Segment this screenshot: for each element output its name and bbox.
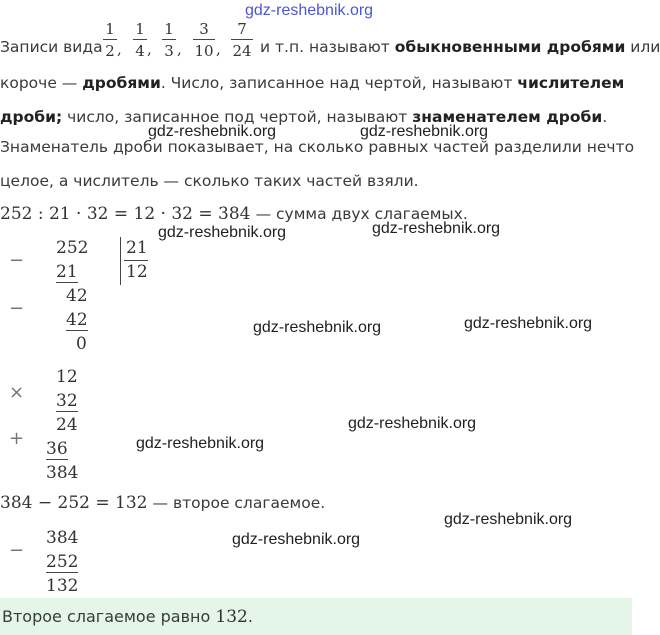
factor: 12 <box>56 367 78 387</box>
comma: , <box>117 40 122 58</box>
multiply-sign: × <box>9 382 25 403</box>
fraction-1-2 <box>103 20 117 60</box>
dividend: 252 <box>56 238 89 258</box>
subtrahend: 252 <box>46 552 79 572</box>
intro-text: Знаменатель дроби показывает, на сколько равных частей разделили нечто <box>0 138 635 156</box>
watermark: gdz-reshebnik.org <box>372 220 501 237</box>
fraction-7-24 <box>231 20 253 60</box>
minus-sign: − <box>9 250 25 271</box>
factor: 32 <box>56 391 78 411</box>
intro-text: и т.п. называют обыкновенными дробями или <box>260 38 660 56</box>
divisor: 21 <box>126 238 148 258</box>
minuend: 384 <box>46 528 79 548</box>
partial-product: 36 <box>46 439 68 459</box>
subtrahend: 21 <box>56 262 78 282</box>
fraction-1-4 <box>133 20 147 60</box>
watermark: gdz-reshebnik.org <box>360 123 489 140</box>
answer-text: Второе слагаемое равно 132. <box>2 607 253 627</box>
fraction-1-3 <box>162 20 176 60</box>
denominator: 2 <box>105 42 115 60</box>
difference: 132 <box>46 576 79 596</box>
watermark: gdz-reshebnik.org <box>253 319 382 336</box>
intro-text: дроби; число, записанное под чертой, называют знаменателем дроби. <box>0 108 608 126</box>
subtrahend: 42 <box>66 310 88 330</box>
watermark: gdz-reshebnik.org <box>464 315 593 332</box>
watermark: gdz-reshebnik.org <box>136 435 265 452</box>
watermark: gdz-reshebnik.org <box>232 531 361 548</box>
equation-line-1: 252 : 21 · 32 = 12 · 32 = 384 — сумма двух слагаемых. <box>0 204 468 224</box>
partial-product: 24 <box>56 415 78 435</box>
denominator: 10 <box>194 42 214 60</box>
remainder-final: 0 <box>76 334 87 354</box>
answer-box <box>0 598 632 635</box>
division-bar-horizontal <box>124 260 148 261</box>
division-bar-vertical <box>120 237 121 285</box>
watermark-top: gdz-reshebnik.org <box>245 2 374 19</box>
minus-sign: − <box>9 298 25 319</box>
watermark: gdz-reshebnik.org <box>148 123 277 140</box>
intro-text: Записи вида <box>0 38 103 56</box>
intro-text: целое, а числитель — сколько таких частей взяли. <box>0 172 419 190</box>
product: 384 <box>46 463 79 483</box>
minus-sign: − <box>9 540 25 561</box>
numerator: 1 <box>135 20 145 38</box>
numerator: 3 <box>199 20 209 38</box>
numerator: 1 <box>164 20 174 38</box>
quotient: 12 <box>126 262 148 282</box>
denominator: 4 <box>135 42 145 60</box>
watermark: gdz-reshebnik.org <box>348 415 477 432</box>
equation-line-2: 384 − 252 = 132 — второе слагаемое. <box>0 493 326 513</box>
numerator: 1 <box>105 20 115 38</box>
intro-text: короче — дробями. Число, записанное над чертой, называют числителем <box>0 74 625 92</box>
watermark: gdz-reshebnik.org <box>158 224 287 241</box>
fraction-3-10 <box>193 20 215 60</box>
denominator: 3 <box>164 42 174 60</box>
remainder: 42 <box>66 286 88 306</box>
denominator: 24 <box>232 42 252 60</box>
numerator: 7 <box>237 20 247 38</box>
plus-sign: + <box>9 428 25 449</box>
watermark: gdz-reshebnik.org <box>444 511 573 528</box>
comma: , <box>177 40 182 58</box>
comma: , <box>147 40 152 58</box>
comma: , <box>216 40 221 58</box>
